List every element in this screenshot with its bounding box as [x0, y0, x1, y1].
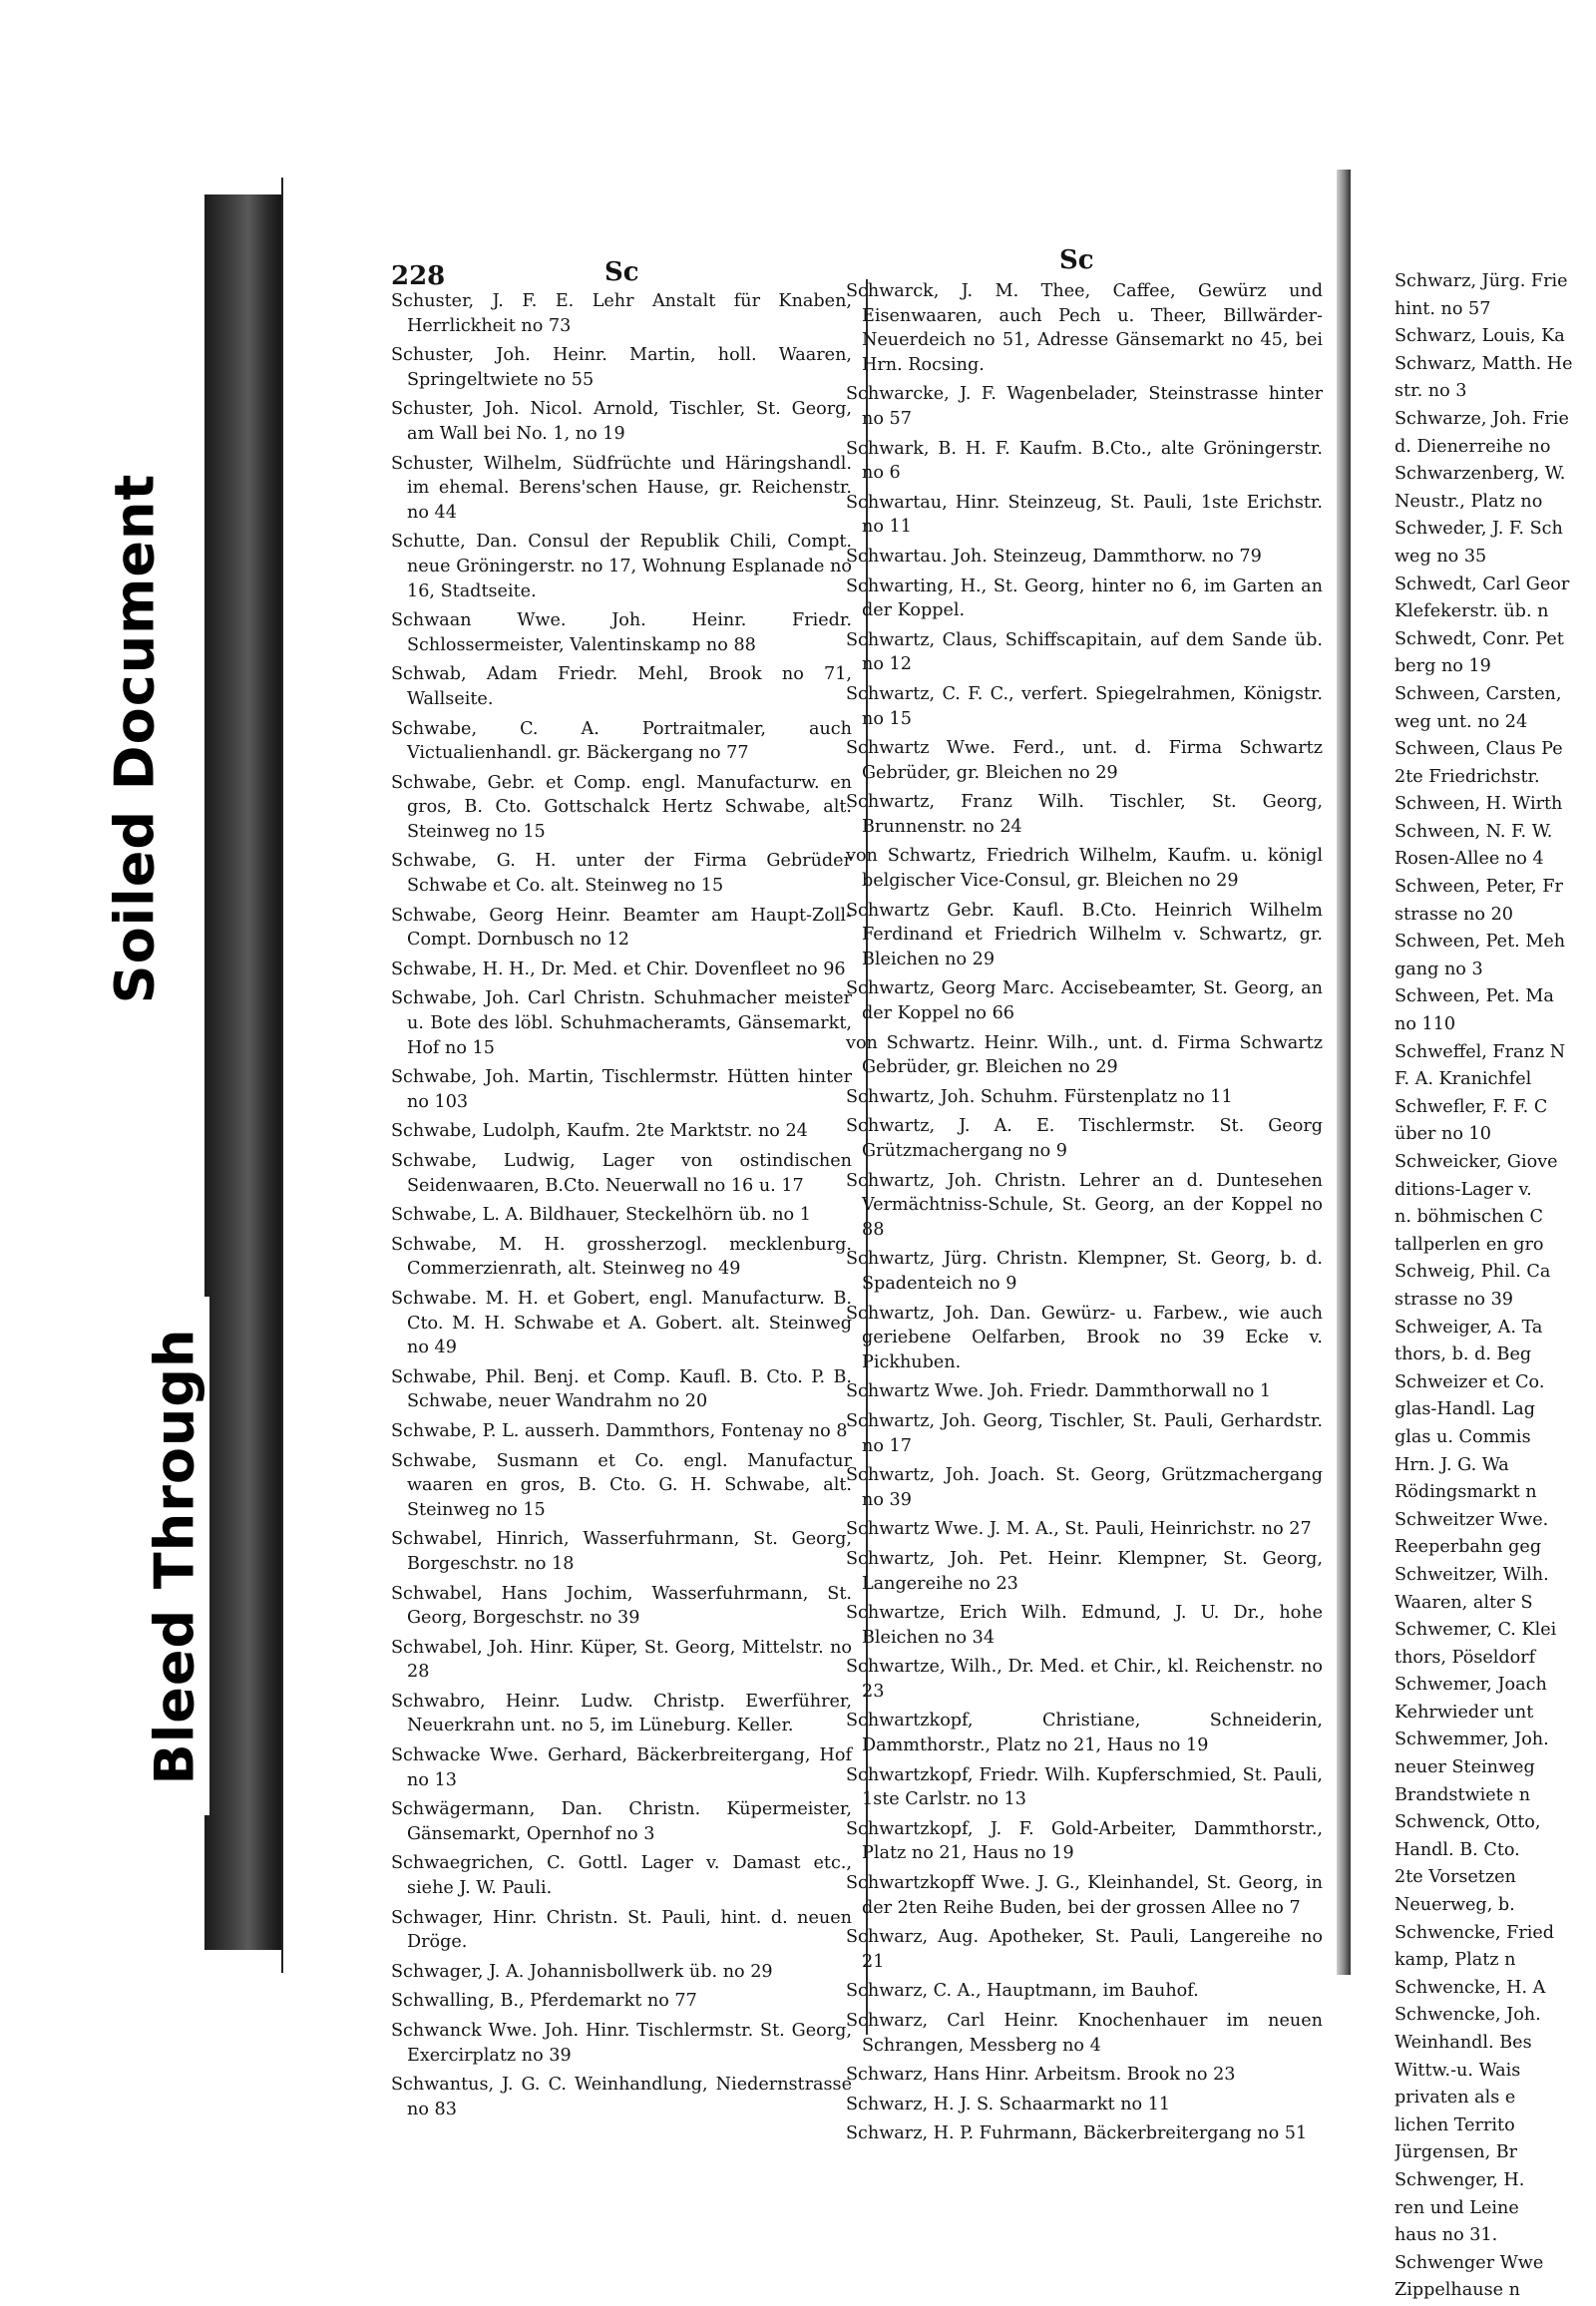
directory-entry: Schwabel, Joh. Hinr. Küper, St. Georg, Mittelstr. no 28: [391, 1637, 852, 1683]
directory-column-1: [391, 289, 852, 2126]
scan-margin: [0, 0, 204, 2171]
directory-entry: no 110: [1395, 1014, 1456, 1035]
directory-entry: Rödingsmarkt n: [1395, 1482, 1537, 1503]
directory-entry: Schwalling, B., Pferdemarkt no 77: [391, 1991, 697, 2012]
directory-entry: Schweitzer Wwe.: [1395, 1509, 1549, 1530]
directory-entry: Schwartz, Joh. Dan. Gewürz- u. Farbew., wie auch geriebene Oelfarben, Brook no 39 Ecke v. Pickhuben.: [846, 1303, 1323, 1372]
directory-entry: Schwartz, Joh. Christn. Lehrer an d. Duntesehen Vermächtniss-Schule, St. Georg, an der Koppel no 88: [846, 1170, 1323, 1240]
directory-entry: Schwabe, Ludolph, Kaufm. 2te Marktstr. no 24: [391, 1121, 808, 1142]
directory-entry: Schween, Pet. Meh: [1395, 932, 1566, 953]
directory-column-3: [1395, 269, 1596, 2306]
directory-entry: Schwartz Wwe. Joh. Friedr. Dammthorwall no 1: [846, 1381, 1272, 1402]
directory-entry: Schwemer, C. Klei: [1395, 1620, 1557, 1641]
directory-entry: strasse no 20: [1395, 904, 1513, 925]
directory-entry: Schwab, Adam Friedr. Mehl, Brook no 71, Wallseite.: [391, 664, 852, 709]
directory-entry: Klefekerstr. üb. n: [1395, 601, 1549, 622]
directory-entry: Schuster, Joh. Heinr. Martin, holl. Waaren, Springeltwiete no 55: [391, 345, 852, 390]
directory-entry: Schween, H. Wirth: [1395, 794, 1563, 815]
directory-entry: Schwartz, J. A. E. Tischlermstr. St. Georg Grützmachergang no 9: [846, 1116, 1323, 1161]
directory-entry: Schwabe, L. A. Bildhauer, Steckelhörn üb. no 1: [391, 1205, 811, 1226]
directory-entry: neuer Steinweg: [1395, 1757, 1535, 1778]
directory-entry: Schwarze, Joh. Frie: [1395, 408, 1569, 429]
directory-entry: Handl. B. Cto.: [1395, 1839, 1520, 1860]
directory-entry: von Schwartz, Friedrich Wilhelm, Kaufm. u. königl belgischer Vice-Consul, gr. Bleichen no 29: [846, 846, 1323, 892]
directory-entry: Schweder, J. F. Sch: [1395, 519, 1563, 540]
directory-entry: Schwencke, Joh.: [1395, 2005, 1541, 2026]
directory-entry: glas-Handl. Lag: [1395, 1399, 1536, 1420]
directory-entry: Schwabe. M. H. et Gobert, engl. Manufacturw. B. Cto. M. H. Schwabe et A. Gobert. alt. Steinweg no 49: [391, 1288, 852, 1358]
directory-entry: gang no 3: [1395, 959, 1483, 979]
directory-entry: Schwark, B. H. F. Kaufm. B.Cto., alte Gröningerstr. no 6: [846, 438, 1323, 484]
page-number: 228: [391, 261, 446, 291]
directory-entry: 2te Friedrichstr.: [1395, 766, 1540, 787]
directory-entry: Schwartz, Joh. Georg, Tischler, St. Pauli, Gerhardstr. no 17: [846, 1410, 1323, 1456]
directory-entry: Schwartau, Hinr. Steinzeug, St. Pauli, 1ste Erichstr. no 11: [846, 492, 1323, 538]
directory-entry: privaten als e: [1395, 2088, 1516, 2109]
directory-entry: Schwabe, M. H. grossherzogl. mecklenburg. Commerzienrath, alt. Steinweg no 49: [391, 1234, 852, 1280]
directory-entry: Schween, Carsten,: [1395, 683, 1562, 704]
directory-entry: Schwartze, Wilh., Dr. Med. et Chir., kl. Reichenstr. no 23: [846, 1657, 1323, 1702]
directory-entry: Schuster, Wilhelm, Südfrüchte und Häringshandl. im ehemal. Berens'schen Hause, gr. Reichenstr. no 44: [391, 453, 852, 523]
directory-entry: thors, b. d. Beg: [1395, 1345, 1532, 1365]
directory-entry: Schwabel, Hinrich, Wasserfuhrmann, St. Georg, Borgeschstr. no 18: [391, 1529, 852, 1574]
directory-entry: Schutte, Dan. Consul der Republik Chili, Compt. neue Gröningerstr. no 17, Wohnung Esplanade no 16, Stadtseite.: [391, 532, 852, 601]
directory-entry: Schuster, Joh. Nicol. Arnold, Tischler, St. Georg, am Wall bei No. 1, no 19: [391, 399, 852, 444]
directory-entry: Schwartz, Jürg. Christn. Klempner, St. Georg, b. d. Spadenteich no 9: [846, 1249, 1323, 1294]
directory-entry: weg no 35: [1395, 546, 1487, 567]
directory-entry: Schwartzkopf, Christiane, Schneiderin, Dammthorstr., Platz no 21, Haus no 19: [846, 1711, 1323, 1756]
directory-entry: Weinhandl. Bes: [1395, 2033, 1532, 2053]
directory-entry: Schwarz, Hans Hinr. Arbeitsm. Brook no 23: [846, 2065, 1236, 2086]
directory-entry: Schwarcke, J. F. Wagenbelader, Steinstrasse hinter no 57: [846, 384, 1323, 429]
directory-entry: Schween, Claus Pe: [1395, 739, 1563, 760]
directory-entry: Schwenger Wwe: [1395, 2252, 1544, 2273]
directory-entry: Zippelhause n: [1395, 2280, 1520, 2301]
directory-entry: Schwarz, Jürg. Frie: [1395, 271, 1568, 291]
directory-entry: Schwartz, C. F. C., verfert. Spiegelrahmen, Königstr. no 15: [846, 683, 1323, 729]
directory-entry: Schwartz, Georg Marc. Accisebeamter, St. Georg, an der Koppel no 66: [846, 978, 1323, 1024]
directory-entry: Schwarck, J. M. Thee, Caffee, Gewürz und Eisenwaaren, auch Pech u. Theer, Billwärder-Neuerdeich no 51, Adresse Gänsemarkt no 45, bei Hrn. Rocsing.: [846, 281, 1323, 375]
directory-entry: str. no 3: [1395, 381, 1467, 402]
soiled-document-stamp: [100, 439, 170, 1037]
bleed-through-stamp: [140, 1297, 209, 1815]
running-header-left: Sc: [604, 257, 639, 287]
directory-entry: Schwartz Wwe. J. M. A., St. Pauli, Heinrichstr. no 27: [846, 1519, 1312, 1540]
directory-entry: Schwedt, Conr. Pet: [1395, 628, 1564, 649]
directory-entry: lichen Territo: [1395, 2114, 1515, 2135]
directory-entry: von Schwartz. Heinr. Wilh., unt. d. Firma Schwartz Gebrüder, gr. Bleichen no 29: [846, 1032, 1323, 1078]
directory-entry: Brandstwiete n: [1395, 1784, 1531, 1805]
directory-entry: Schween, N. F. W.: [1395, 821, 1553, 842]
directory-entry: Schwaan Wwe. Joh. Heinr. Friedr. Schlossermeister, Valentinskamp no 88: [391, 610, 852, 655]
directory-entry: Schwarz, Matth. He: [1395, 353, 1573, 374]
directory-entry: Schwartz, Franz Wilh. Tischler, St. Georg, Brunnenstr. no 24: [846, 792, 1323, 837]
directory-entry: Schwartz, Joh. Schuhm. Fürstenplatz no 11: [846, 1086, 1233, 1107]
directory-entry: Schwabe, Phil. Benj. et Comp. Kaufl. B. Cto. P. B. Schwabe, neuer Wandrahm no 20: [391, 1366, 852, 1412]
directory-entry: Schwacke Wwe. Gerhard, Bäckerbreitergang, Hof no 13: [391, 1745, 852, 1790]
directory-column-2: [846, 279, 1323, 2151]
directory-entry: Kehrwieder unt: [1395, 1702, 1534, 1723]
directory-entry: Schwefler, F. F. C: [1395, 1096, 1548, 1117]
directory-entry: Schwedt, Carl Geor: [1395, 574, 1570, 594]
directory-entry: Schwabro, Heinr. Ludw. Christp. Ewerführer, Neuerkrahn unt. no 5, im Lüneburg. Keller.: [391, 1691, 852, 1736]
directory-entry: Schwager, Hinr. Christn. St. Pauli, hint. d. neuen Dröge.: [391, 1907, 852, 1953]
directory-entry: ren und Leine: [1395, 2197, 1519, 2218]
directory-entry: thors, Pöseldorf: [1395, 1647, 1536, 1668]
directory-entry: Schwabe, C. A. Portraitmaler, auch Victualienhandl. gr. Bäckergang no 77: [391, 718, 852, 764]
directory-entry: Waaren, alter S: [1395, 1592, 1533, 1613]
directory-entry: Schweiger, A. Ta: [1395, 1317, 1543, 1338]
directory-entry: Schweizer et Co.: [1395, 1371, 1545, 1392]
directory-entry: über no 10: [1395, 1124, 1491, 1145]
directory-entry: Schwartzkopf, J. F. Gold-Arbeiter, Dammthorstr., Platz no 21, Haus no 19: [846, 1818, 1323, 1864]
directory-entry: Jürgensen, Br: [1395, 2142, 1518, 2163]
directory-entry: Schwabe, Joh. Carl Christn. Schuhmacher meister u. Bote des löbl. Schuhmacheramts, Gänsemarkt, Hof no 15: [391, 988, 852, 1058]
directory-entry: Neuerweg, b.: [1395, 1895, 1515, 1916]
directory-entry: Schwager, J. A. Johannisbollwerk üb. no 29: [391, 1961, 773, 1982]
directory-entry: Schwabe, H. H., Dr. Med. et Chir. Dovenfleet no 96: [391, 959, 846, 979]
directory-entry: Schweitzer, Wilh.: [1395, 1564, 1549, 1585]
directory-entry: Schwartz Wwe. Ferd., unt. d. Firma Schwartz Gebrüder, gr. Bleichen no 29: [846, 738, 1323, 783]
directory-entry: Schwaegrichen, C. Gottl. Lager v. Damast etc., siehe J. W. Pauli.: [391, 1853, 852, 1899]
directory-entry: Schweffel, Franz N: [1395, 1041, 1566, 1062]
directory-entry: hint. no 57: [1395, 298, 1491, 319]
directory-entry: Schweig, Phil. Ca: [1395, 1262, 1551, 1283]
directory-entry: Schwencke, Fried: [1395, 1922, 1555, 1943]
directory-entry: Hrn. J. G. Wa: [1395, 1454, 1509, 1475]
directory-entry: Schwarz, H. J. S. Schaarmarkt no 11: [846, 2094, 1171, 2114]
directory-entry: Schwartz, Claus, Schiffscapitain, auf dem Sande üb. no 12: [846, 629, 1323, 675]
directory-entry: Schwägermann, Dan. Christn. Küpermeister, Gänsemarkt, Opernhof no 3: [391, 1799, 852, 1844]
page-fold-shadow: [1337, 170, 1351, 1975]
directory-entry: Rosen-Allee no 4: [1395, 849, 1544, 870]
directory-entry: Schwabe, Susmann et Co. engl. Manufactur waaren en gros, B. Cto. G. H. Schwabe, alt. Steinweg no 15: [391, 1450, 852, 1520]
directory-entry: Reeperbahn geg: [1395, 1537, 1542, 1558]
directory-entry: n. böhmischen C: [1395, 1207, 1544, 1228]
directory-entry: Wittw.-u. Wais: [1395, 2060, 1521, 2081]
directory-entry: Schwartzkopf, Friedr. Wilh. Kupferschmied, St. Pauli, 1ste Carlstr. no 13: [846, 1764, 1323, 1810]
directory-entry: Schwenck, Otto,: [1395, 1812, 1541, 1833]
directory-entry: 2te Vorsetzen: [1395, 1867, 1516, 1888]
running-header-right: Sc: [1059, 245, 1094, 275]
directory-entry: haus no 31.: [1395, 2225, 1498, 2246]
directory-entry: Schwantus, J. G. C. Weinhandlung, Niedernstrasse no 83: [391, 2075, 852, 2119]
directory-entry: Schwartz, Joh. Pet. Heinr. Klempner, St. Georg, Langereihe no 23: [846, 1548, 1323, 1594]
directory-entry: berg no 19: [1395, 656, 1491, 677]
directory-entry: Schwencke, H. A: [1395, 1977, 1546, 1998]
directory-entry: Schweicker, Giove: [1395, 1152, 1558, 1172]
directory-entry: Schwarzenberg, W.: [1395, 464, 1566, 485]
directory-entry: Schuster, J. F. E. Lehr Anstalt für Knaben, Herrlickheit no 73: [391, 291, 852, 336]
directory-entry: Schwarz, H. P. Fuhrmann, Bäckerbreitergang no 51: [846, 2123, 1308, 2144]
directory-entry: Schwartz Gebr. Kaufl. B.Cto. Heinrich Wilhelm Ferdinand et Friedrich Wilhelm v. Schwartz, gr. Bleichen no 29: [846, 900, 1323, 969]
directory-entry: Neustr., Platz no: [1395, 491, 1543, 512]
directory-entry: Schwabe, Ludwig, Lager von ostindischen Seidenwaaren, B.Cto. Neuerwall no 16 u. 17: [391, 1151, 852, 1196]
directory-entry: Schween, Peter, Fr: [1395, 877, 1563, 898]
directory-entry: d. Dienerreihe no: [1395, 436, 1551, 457]
directory-entry: F. A. Kranichfel: [1395, 1069, 1532, 1090]
directory-entry: ditions-Lager v.: [1395, 1179, 1532, 1200]
book-gutter: [204, 194, 284, 1950]
directory-entry: glas u. Commis: [1395, 1426, 1531, 1447]
directory-entry: Schwarting, H., St. Georg, hinter no 6, im Garten an der Koppel.: [846, 576, 1323, 621]
directory-entry: Schwemmer, Joh.: [1395, 1730, 1549, 1750]
directory-entry: strasse no 39: [1395, 1289, 1513, 1310]
directory-entry: Schwemer, Joach: [1395, 1675, 1547, 1696]
directory-entry: Schwabe, Gebr. et Comp. engl. Manufacturw. en gros, B. Cto. Gottschalck Hertz Schwabe, alt. Steinweg no 15: [391, 772, 852, 842]
directory-entry: kamp, Platz n: [1395, 1950, 1516, 1971]
directory-entry: Schwabe, G. H. unter der Firma Gebrüder Schwabe et Co. alt. Steinweg no 15: [391, 851, 852, 897]
bleed-through-label: Bleed Through: [143, 1328, 206, 1784]
directory-entry: Schwanck Wwe. Joh. Hinr. Tischlermstr. St. Georg, Exercirplatz no 39: [391, 2021, 852, 2066]
soiled-document-label: Soiled Document: [103, 473, 167, 1003]
directory-entry: Schwenger, H.: [1395, 2169, 1525, 2190]
directory-entry: Schwabe, Joh. Martin, Tischlermstr. Hütten hinter no 103: [391, 1067, 852, 1112]
directory-entry: Schwarz, Carl Heinr. Knochenhauer im neuen Schrangen, Messberg no 4: [846, 2011, 1323, 2056]
directory-entry: Schwartzkopff Wwe. J. G., Kleinhandel, St. Georg, in der 2ten Reihe Buden, bei der grossen Allee no 7: [846, 1873, 1323, 1918]
directory-entry: Schwartau. Joh. Steinzeug, Dammthorw. no 79: [846, 546, 1262, 567]
directory-entry: Schwabel, Hans Jochim, Wasserfuhrmann, St. Georg, Borgeschstr. no 39: [391, 1583, 852, 1629]
directory-entry: weg unt. no 24: [1395, 711, 1528, 732]
directory-entry: Schwarz, C. A., Hauptmann, im Bauhof.: [846, 1981, 1199, 2002]
directory-entry: tallperlen en gro: [1395, 1234, 1544, 1255]
directory-entry: Schwartz, Joh. Joach. St. Georg, Grützmachergang no 39: [846, 1465, 1323, 1510]
directory-entry: Schween, Pet. Ma: [1395, 986, 1554, 1007]
directory-entry: Schwarz, Louis, Ka: [1395, 326, 1565, 347]
directory-entry: Schwabe, Georg Heinr. Beamter am Haupt-Zoll-Compt. Dornbusch no 12: [391, 905, 852, 951]
directory-entry: Schwartze, Erich Wilh. Edmund, J. U. Dr., hohe Bleichen no 34: [846, 1603, 1323, 1648]
directory-entry: Schwarz, Aug. Apotheker, St. Pauli, Langereihe no 21: [846, 1927, 1323, 1972]
directory-entry: Schwabe, P. L. ausserh. Dammthors, Fontenay no 8: [391, 1420, 848, 1441]
